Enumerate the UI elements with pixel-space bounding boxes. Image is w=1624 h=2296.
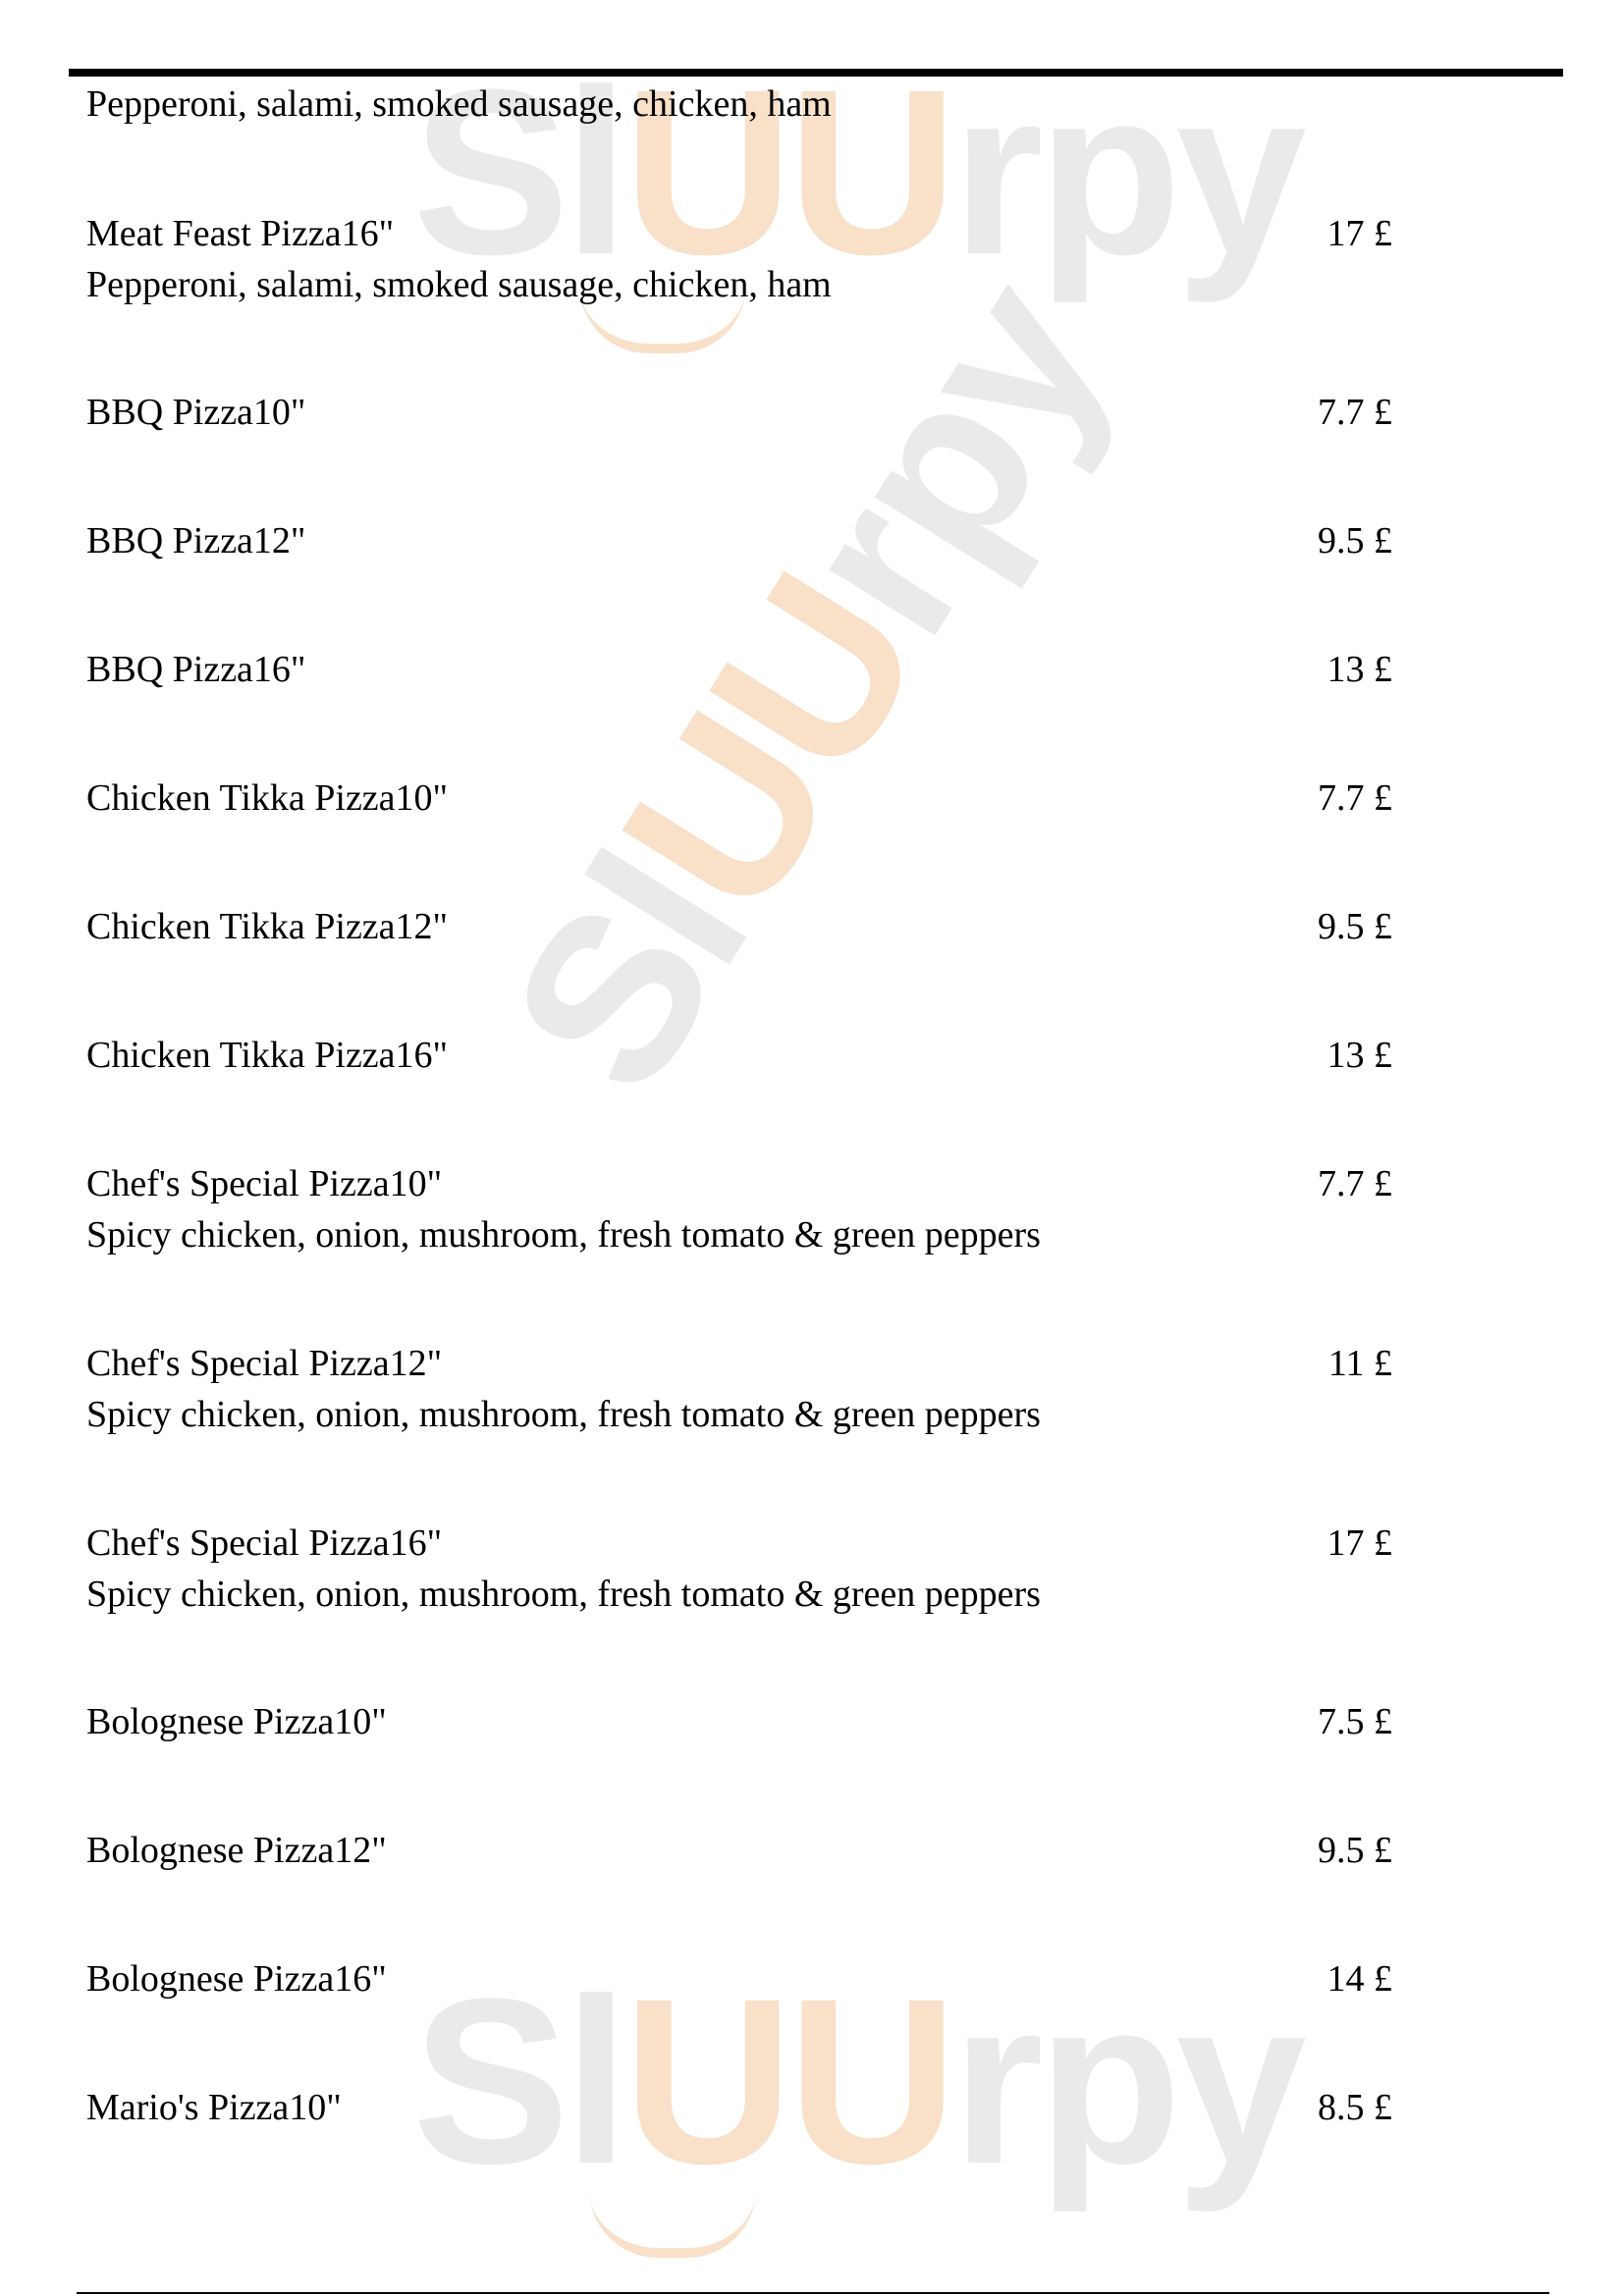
top-divider xyxy=(69,69,1563,77)
menu-item-name: Meat Feast Pizza16" xyxy=(86,213,395,254)
menu-item-name: Chef's Special Pizza12" xyxy=(86,1343,443,1384)
menu-item-continued xyxy=(86,79,1392,130)
menu-item-name: Chef's Special Pizza10" xyxy=(86,1163,443,1204)
menu-item-description: Pepperoni, salami, smoked sausage, chicken, ham xyxy=(86,264,832,305)
menu-item xyxy=(86,208,1392,310)
menu-item-name: Bolognese Pizza12" xyxy=(86,1830,387,1871)
menu-item-price: 17 £ xyxy=(1326,1522,1392,1564)
menu-item-price: 7.7 £ xyxy=(1318,1163,1392,1204)
menu-item-price: 9.5 £ xyxy=(1318,520,1392,561)
menu-item xyxy=(86,1696,1392,1747)
watermark-logo: SlUUrpy xyxy=(460,240,1154,1134)
watermark-logo: SlUUrpy xyxy=(412,1949,1301,2213)
menu-item-price: 13 £ xyxy=(1326,649,1392,690)
menu-item xyxy=(86,901,1392,952)
menu-item-price: 7.7 £ xyxy=(1318,777,1392,819)
bottom-divider xyxy=(77,2292,1549,2294)
menu-item-name: Bolognese Pizza10" xyxy=(86,1701,387,1742)
menu-item xyxy=(86,1030,1392,1081)
menu-item xyxy=(86,2082,1392,2133)
menu-item xyxy=(86,387,1392,438)
menu-item xyxy=(86,773,1392,824)
menu-item-name: Chef's Special Pizza16" xyxy=(86,1522,443,1564)
menu-item-price: 7.5 £ xyxy=(1318,1701,1392,1742)
menu-item-name: BBQ Pizza12" xyxy=(86,520,306,561)
menu-item xyxy=(86,644,1392,695)
menu-item xyxy=(86,1338,1392,1440)
menu-item xyxy=(86,1953,1392,2004)
menu-item xyxy=(86,515,1392,566)
menu-item-price: 8.5 £ xyxy=(1318,2087,1392,2128)
menu-item-name: Chicken Tikka Pizza12" xyxy=(86,906,449,947)
menu-item-description: Spicy chicken, onion, mushroom, fresh tomato & green peppers xyxy=(86,1214,1041,1255)
menu-item-name: Chicken Tikka Pizza16" xyxy=(86,1035,449,1076)
menu-item-description: Spicy chicken, onion, mushroom, fresh tomato & green peppers xyxy=(86,1574,1041,1615)
menu-item-price: 9.5 £ xyxy=(1318,906,1392,947)
watermark-swoosh xyxy=(589,2189,756,2258)
menu-item-price: 13 £ xyxy=(1326,1035,1392,1076)
menu-item-price: 14 £ xyxy=(1326,1958,1392,2000)
menu-item xyxy=(86,1518,1392,1620)
menu-item-price: 9.5 £ xyxy=(1318,1830,1392,1871)
menu-item-name: Chicken Tikka Pizza10" xyxy=(86,777,449,819)
menu-item xyxy=(86,1825,1392,1876)
menu-item-description: Pepperoni, salami, smoked sausage, chicken, ham xyxy=(86,83,832,125)
watermark-logo: SlUUrpy xyxy=(412,40,1301,303)
menu-item-name: BBQ Pizza16" xyxy=(86,649,306,690)
menu-item-name: Mario's Pizza10" xyxy=(86,2087,342,2128)
menu-item-name: BBQ Pizza10" xyxy=(86,392,306,433)
menu-item-name: Bolognese Pizza16" xyxy=(86,1958,387,2000)
menu-item-price: 11 £ xyxy=(1327,1343,1392,1384)
menu-item-price: 17 £ xyxy=(1326,213,1392,254)
menu-item-price: 7.7 £ xyxy=(1318,392,1392,433)
menu-item xyxy=(86,1158,1392,1260)
menu-item-description: Spicy chicken, onion, mushroom, fresh tomato & green peppers xyxy=(86,1394,1041,1435)
